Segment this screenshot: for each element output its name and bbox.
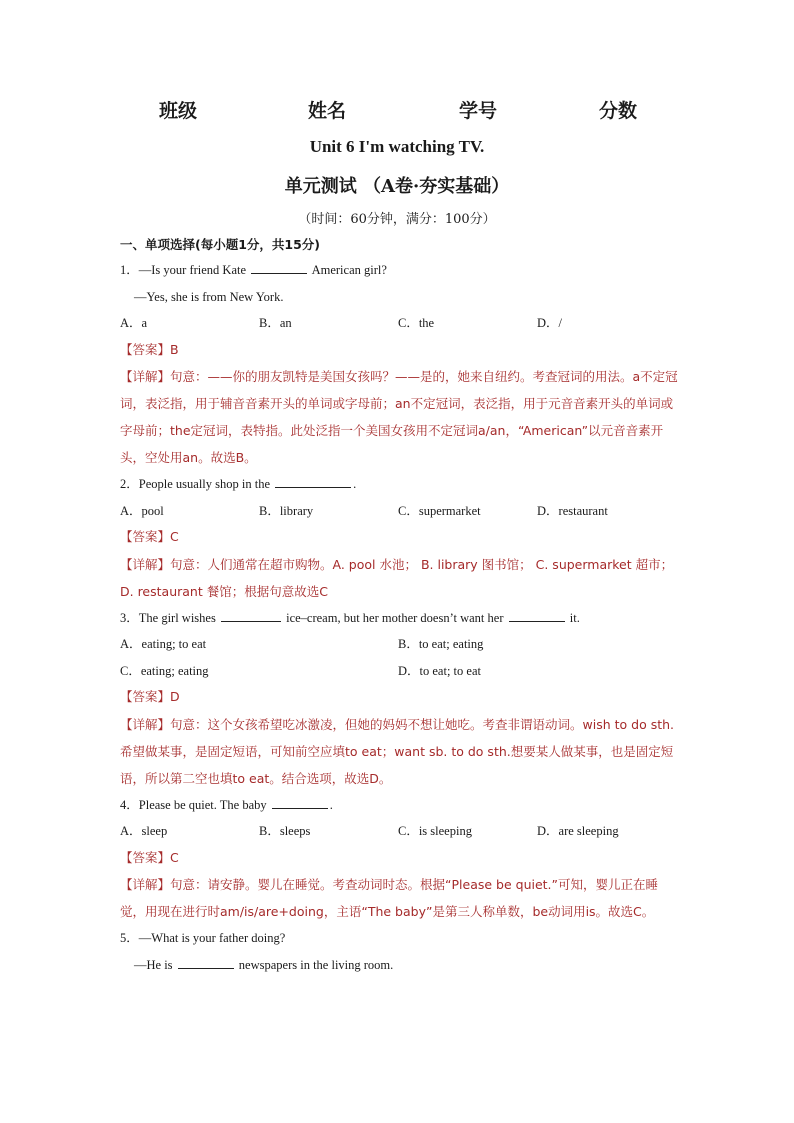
section-heading: 一、单项选择(每小题1分，共15分) [120, 237, 321, 252]
option-d: D．are sleeping [537, 824, 619, 838]
answer-blank [275, 473, 351, 488]
question-4-stem: 4．Please be quiet. The baby . [120, 792, 680, 819]
option-b: B．to eat; eating [398, 637, 484, 651]
question-4-explanation: 【详解】句意：请安静。婴儿在睡觉。考查动词时态。根据“Please be quiet.”可知，婴儿正在睡觉，用现在进行时am/is/are+doing，主语“The baby”是第三人称单数，be动词用is。故选C。 [120, 877, 658, 919]
option-d: D．to eat; to eat [398, 663, 481, 678]
answer-blank [178, 954, 234, 969]
option-a: A．sleep [120, 824, 168, 838]
option-d: D．/ [537, 316, 563, 330]
question-2-answer: 【答案】C [120, 529, 179, 544]
class-label: 班级 [159, 100, 198, 122]
question-1-explanation: 【详解】句意：——你的朋友凯特是美国女孩吗？——是的，她来自纽约。考查冠词的用法。a不定冠词，表泛指，用于辅音音素开头的单词或字母前；an不定冠词，表泛指，用于元音音素开头的单词或字母前；the定冠词，表特指。此处泛指一个美国女孩用不定冠词a/an，“American”以元音音素开头，空处用an。故选B。 [120, 369, 678, 465]
question-3-explanation: 【详解】句意：这个女孩希望吃冰激凌，但她的妈妈不想让她吃。考查非谓语动词。wish to do sth.希望做某事，是固定短语，可知前空应填to eat；want sb. to do sth.想要某人做某事，也是固定短语，所以第二空也填to eat。结合选项，故选D。 [120, 716, 675, 786]
question-list [120, 233, 680, 978]
question-1-stem: 1．—Is your friend Kate American girl? [120, 257, 680, 284]
question-4-answer: 【答案】C [120, 849, 179, 865]
question-4-options [120, 818, 680, 845]
question-2-options [120, 498, 680, 525]
answer-blank [509, 607, 565, 622]
option-c: C．supermarket [398, 503, 481, 518]
question-1-options [120, 310, 680, 337]
answer-blank [272, 794, 328, 809]
option-b: B．an [259, 316, 292, 330]
option-c: C．is sleeping [398, 824, 472, 838]
question-2-stem: 2．People usually shop in the . [120, 471, 680, 498]
answer-blank [251, 259, 307, 274]
student-info-header [0, 96, 794, 122]
option-c: C．eating; eating [120, 663, 209, 678]
question-1-dialog: —Yes, she is from New York. [134, 289, 284, 304]
question-3-options-row1 [120, 631, 680, 658]
test-title: 单元测试 （A卷·夯实基础） [284, 176, 510, 197]
option-c: C．the [398, 316, 435, 330]
question-3-stem: 3．The girl wishes ice–cream, but her mother doesn’t want her it. [120, 605, 680, 632]
score-label: 分数 [599, 100, 638, 122]
question-5-dialog: —He is newspapers in the living room. [120, 952, 680, 979]
test-meta: （时间：60分钟，满分：100分） [298, 212, 496, 227]
question-3-options-row2 [120, 658, 680, 685]
name-label: 姓名 [308, 100, 347, 122]
question-2-explanation: 【详解】句意：人们通常在超市购物。A. pool 水池； B. library 图书馆； C. supermarket 超市； D. restaurant 餐馆；根据句意故选C [120, 556, 674, 599]
option-b: B．library [259, 503, 314, 518]
question-5-stem: 5．—What is your father doing? [120, 931, 286, 945]
student-id-label: 学号 [459, 100, 498, 122]
option-d: D．restaurant [537, 503, 608, 518]
question-3-answer: 【答案】D [120, 689, 180, 704]
unit-title: Unit 6 I'm watching TV. [309, 137, 485, 156]
question-1-answer: 【答案】B [120, 341, 179, 357]
option-a: A．eating; to eat [120, 637, 207, 651]
option-b: B．sleeps [259, 824, 311, 838]
answer-blank [221, 607, 281, 622]
option-a: A．a [120, 316, 148, 330]
option-a: A．pool [120, 503, 164, 518]
